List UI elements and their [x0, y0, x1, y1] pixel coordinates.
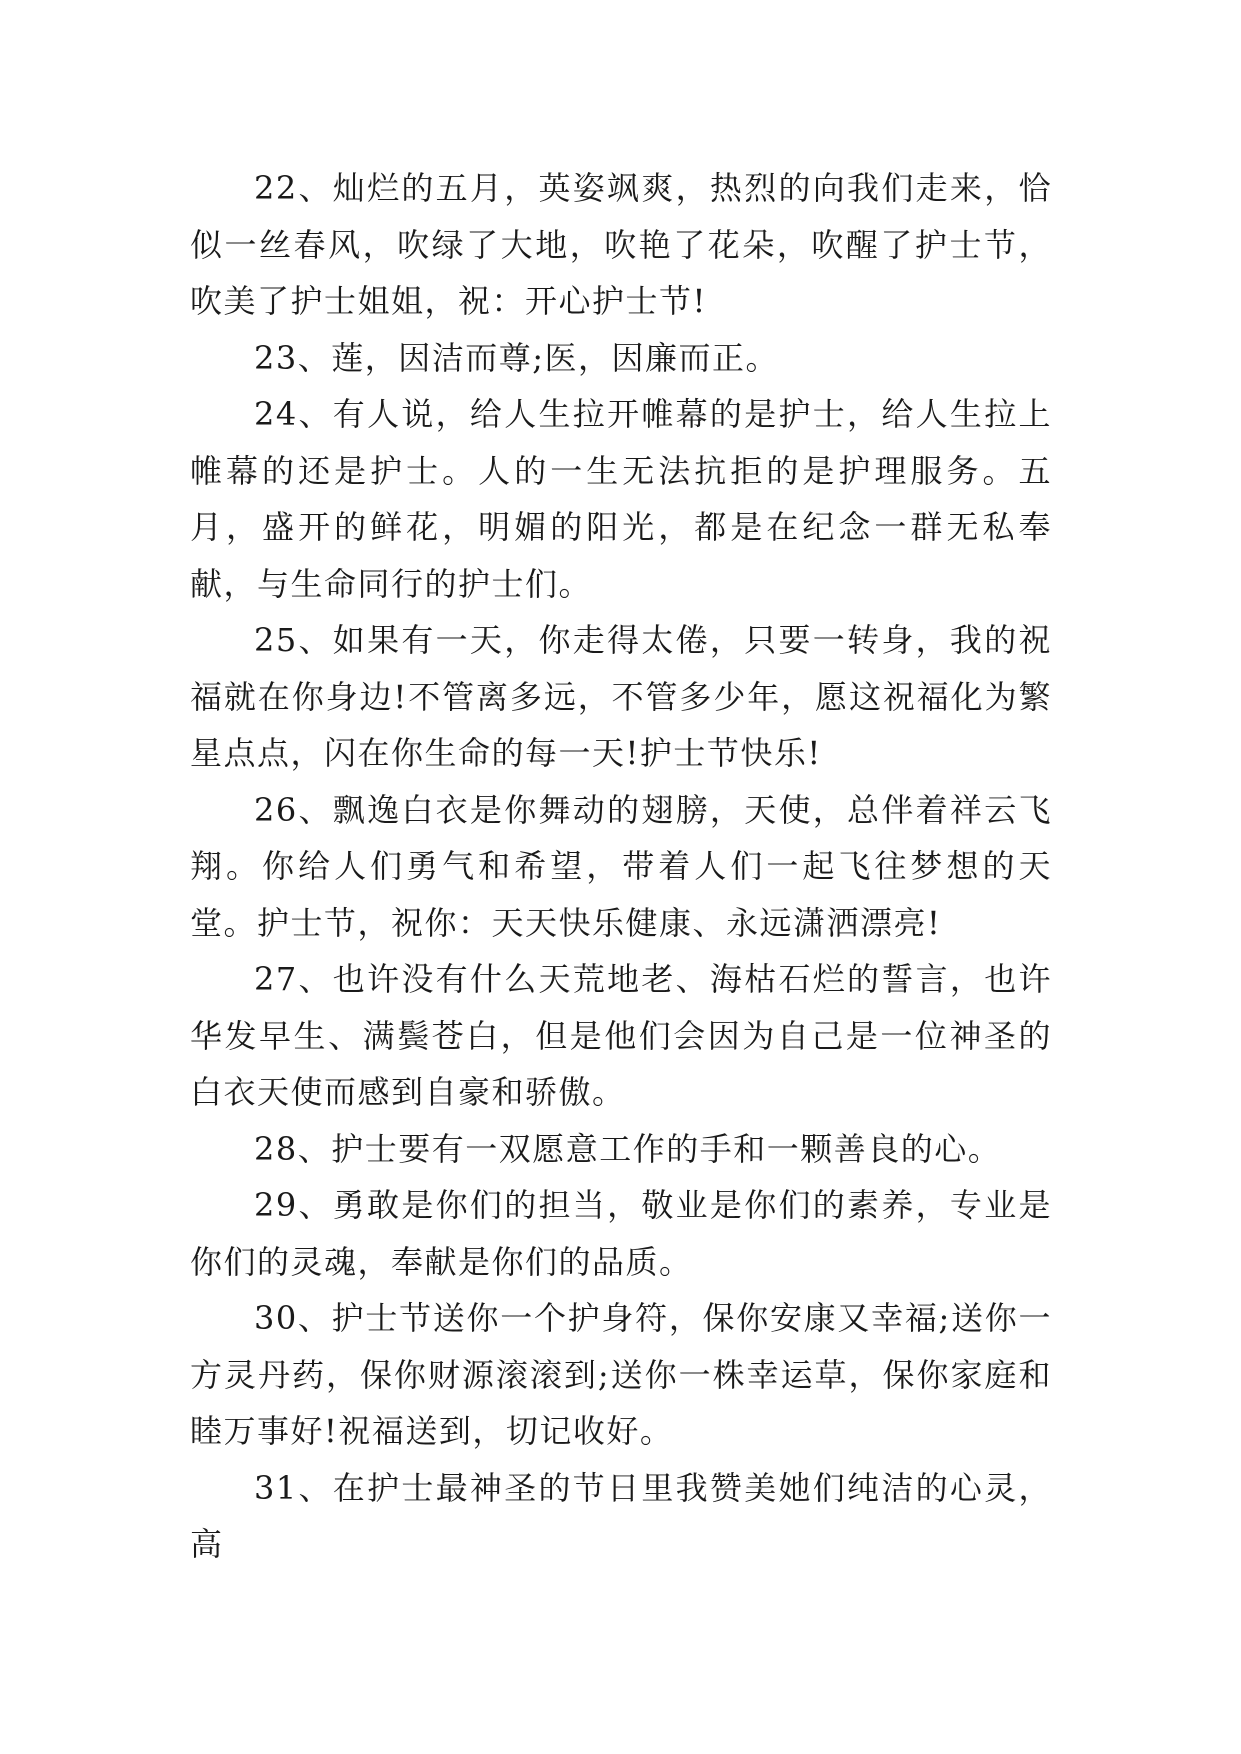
paragraph-26: 26、飘逸白衣是你舞动的翅膀，天使，总伴着祥云飞翔。你给人们勇气和希望，带着人们一起飞往梦想的天堂。护士节，祝你：天天快乐健康、永远潇洒漂亮! — [190, 790, 1052, 942]
paragraph-22: 22、灿烂的五月，英姿飒爽，热烈的向我们走来，恰似一丝春风，吹绿了大地，吹艳了花朵，吹醒了护士节，吹美了护士姐姐，祝：开心护士节! — [190, 169, 1052, 320]
paragraph-28: 28、护士要有一双愿意工作的手和一颗善良的心。 — [254, 1129, 1002, 1168]
paragraph-29: 29、勇敢是你们的担当，敬业是你们的素养，专业是你们的灵魂，奉献是你们的品质。 — [190, 1186, 1052, 1281]
paragraph-23: 23、莲，因洁而尊;医，因廉而正。 — [254, 338, 780, 377]
paragraph-27: 27、也许没有什么天荒地老、海枯石烂的誓言，也许华发早生、满鬓苍白，但是他们会因为自己是一位神圣的白衣天使而感到自豪和骄傲。 — [190, 960, 1052, 1111]
paragraph-24: 24、有人说，给人生拉开帷幕的是护士，给人生拉上帷幕的还是护士。人的一生无法抗拒的是护理服务。五月，盛开的鲜花，明媚的阳光，都是在纪念一群无私奉献，与生命同行的护士们。 — [190, 395, 1052, 603]
paragraph-25: 25、如果有一天，你走得太倦，只要一转身，我的祝福就在你身边!不管离多远，不管多少年，愿这祝福化为繁星点点，闪在你生命的每一天!护士节快乐! — [190, 621, 1052, 772]
paragraph-30: 30、护士节送你一个护身符，保你安康又幸福;送你一方灵丹药，保你财源滚滚到;送你一株幸运草，保你家庭和睦万事好!祝福送到，切记收好。 — [190, 1299, 1052, 1450]
document-body — [190, 160, 1052, 1573]
paragraph-31: 31、在护士最神圣的节日里我赞美她们纯洁的心灵，高 — [190, 1468, 1052, 1563]
